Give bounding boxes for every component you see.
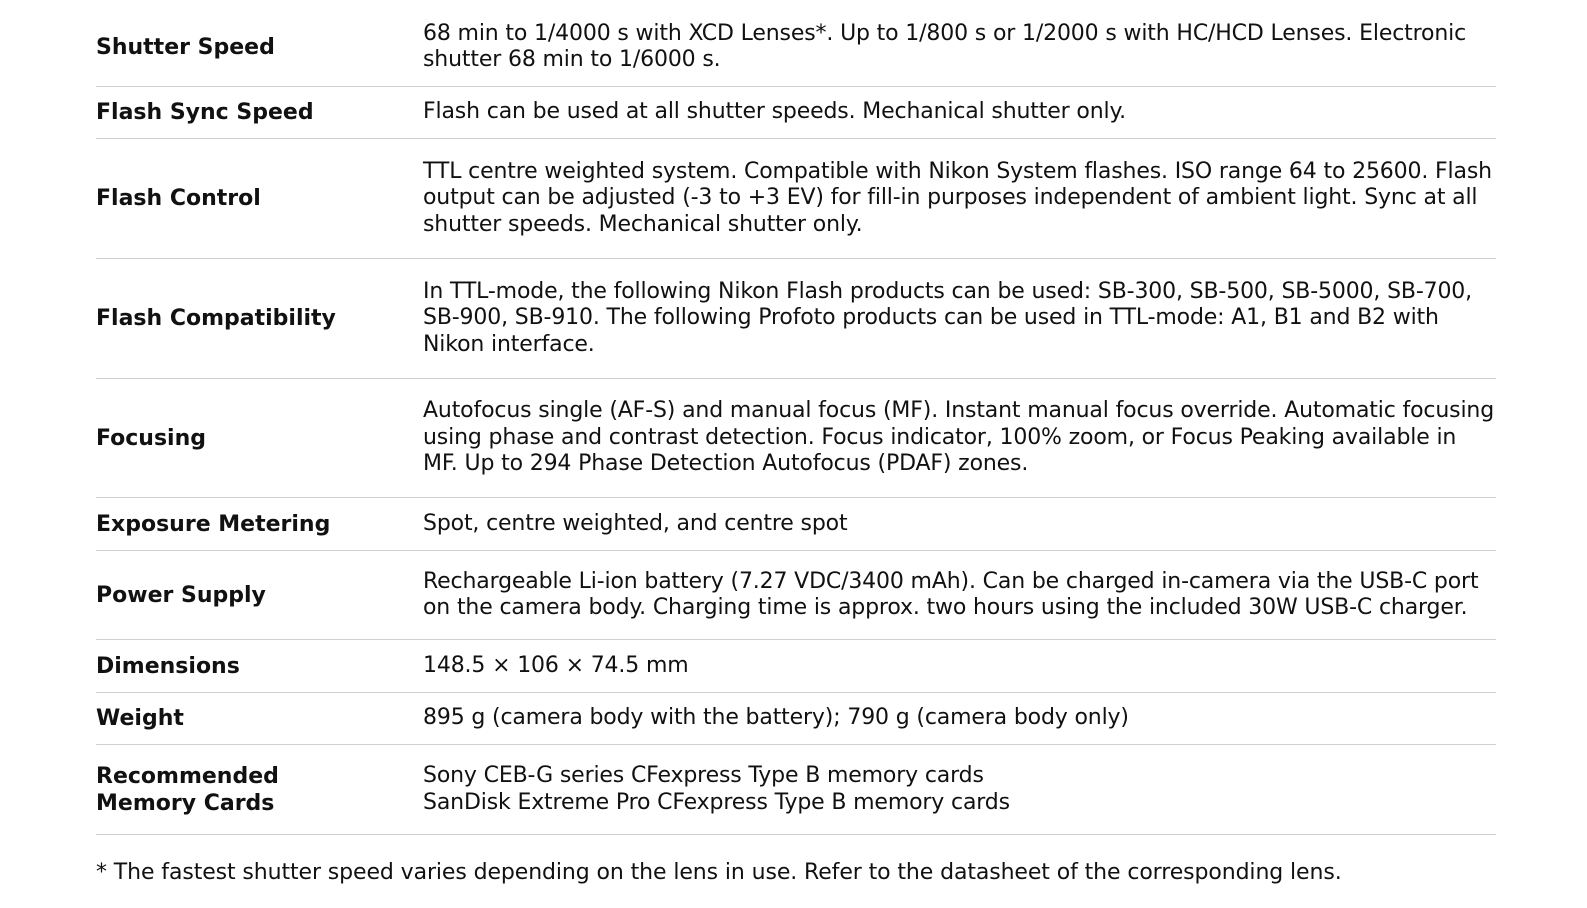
spec-value bbox=[423, 511, 1496, 538]
spec-value-line: Rechargeable Li-ion battery (7.27 VDC/3400 mAh). Can be charged in-camera via the USB-C port on the camera body. Charging time is approx. two hours using the included 30W USB-C charger. bbox=[423, 568, 1479, 620]
spec-value bbox=[423, 569, 1496, 622]
spec-label: Recommended Memory Cards bbox=[96, 763, 279, 816]
spec-label: Shutter Speed bbox=[96, 34, 275, 60]
spec-row-flash-compatibility bbox=[96, 259, 1496, 379]
spec-row-recommended-memory-cards bbox=[96, 745, 1496, 835]
spec-label: Flash Sync Speed bbox=[96, 100, 314, 125]
spec-row-shutter-speed bbox=[96, 8, 1496, 87]
spec-value bbox=[423, 653, 1496, 680]
spec-label: Exposure Metering bbox=[96, 511, 331, 537]
spec-label: Flash Control bbox=[96, 186, 261, 211]
spec-value bbox=[423, 705, 1496, 732]
spec-value-line: In TTL-mode, the following Nikon Flash products can be used: SB-300, SB-500, SB-5000, SB-700, SB-900, SB-910. The following Profoto products can be used in TTL-mode: A1, B1 and B2 with Nikon interface. bbox=[423, 278, 1473, 357]
spec-value-line: TTL centre weighted system. Compatible with Nikon System flashes. ISO range 64 to 25600. Flash output can be adjusted (-3 to +3 EV) for fill-in purposes independent of ambient light. Sync at all shutter speeds. Mechanical shutter only. bbox=[423, 158, 1492, 237]
spec-value-line: 895 g (camera body with the battery); 790 g (camera body only) bbox=[423, 705, 1129, 731]
spec-row-focusing bbox=[96, 379, 1496, 498]
spec-row-dimensions bbox=[96, 640, 1496, 693]
spec-value bbox=[423, 159, 1496, 239]
footnote: * The fastest shutter speed varies depending on the lens in use. Refer to the datasheet of the corresponding lens. bbox=[96, 860, 1342, 885]
spec-value bbox=[423, 763, 1496, 816]
spec-label: Dimensions bbox=[96, 653, 240, 679]
spec-value-line: Flash can be used at all shutter speeds. Mechanical shutter only. bbox=[423, 99, 1127, 125]
spec-value-line: 68 min to 1/4000 s with XCD Lenses*. Up to 1/800 s or 1/2000 s with HC/HCD Lenses. Electronic shutter 68 min to 1/6000 s. bbox=[423, 20, 1467, 72]
spec-value-line: Spot, centre weighted, and centre spot bbox=[423, 510, 848, 536]
spec-value bbox=[423, 398, 1496, 478]
spec-row-exposure-metering bbox=[96, 498, 1496, 551]
spec-value bbox=[423, 21, 1496, 74]
spec-value bbox=[423, 99, 1496, 126]
spec-value bbox=[423, 279, 1496, 359]
spec-value-line: 148.5 × 106 × 74.5 mm bbox=[423, 652, 689, 678]
spec-table bbox=[96, 8, 1496, 835]
spec-label: Weight bbox=[96, 706, 184, 731]
spec-label: Focusing bbox=[96, 425, 206, 451]
spec-value-line: Sony CEB-G series CFexpress Type B memory cards bbox=[423, 763, 984, 788]
spec-row-weight bbox=[96, 693, 1496, 745]
spec-value-line: Autofocus single (AF-S) and manual focus (MF). Instant manual focus override. Automatic focusing using phase and contrast detection. Focus indicator, 100% zoom, or Focus Peaking available in MF. Up to 294 Phase Detection Autofocus (PDAF) zones. bbox=[423, 398, 1495, 477]
spec-row-power-supply bbox=[96, 551, 1496, 640]
spec-row-flash-sync-speed bbox=[96, 87, 1496, 139]
spec-row-flash-control bbox=[96, 139, 1496, 259]
spec-value-line: SanDisk Extreme Pro CFexpress Type B memory cards bbox=[423, 789, 1010, 815]
spec-label: Power Supply bbox=[96, 582, 266, 608]
spec-label: Flash Compatibility bbox=[96, 306, 336, 331]
